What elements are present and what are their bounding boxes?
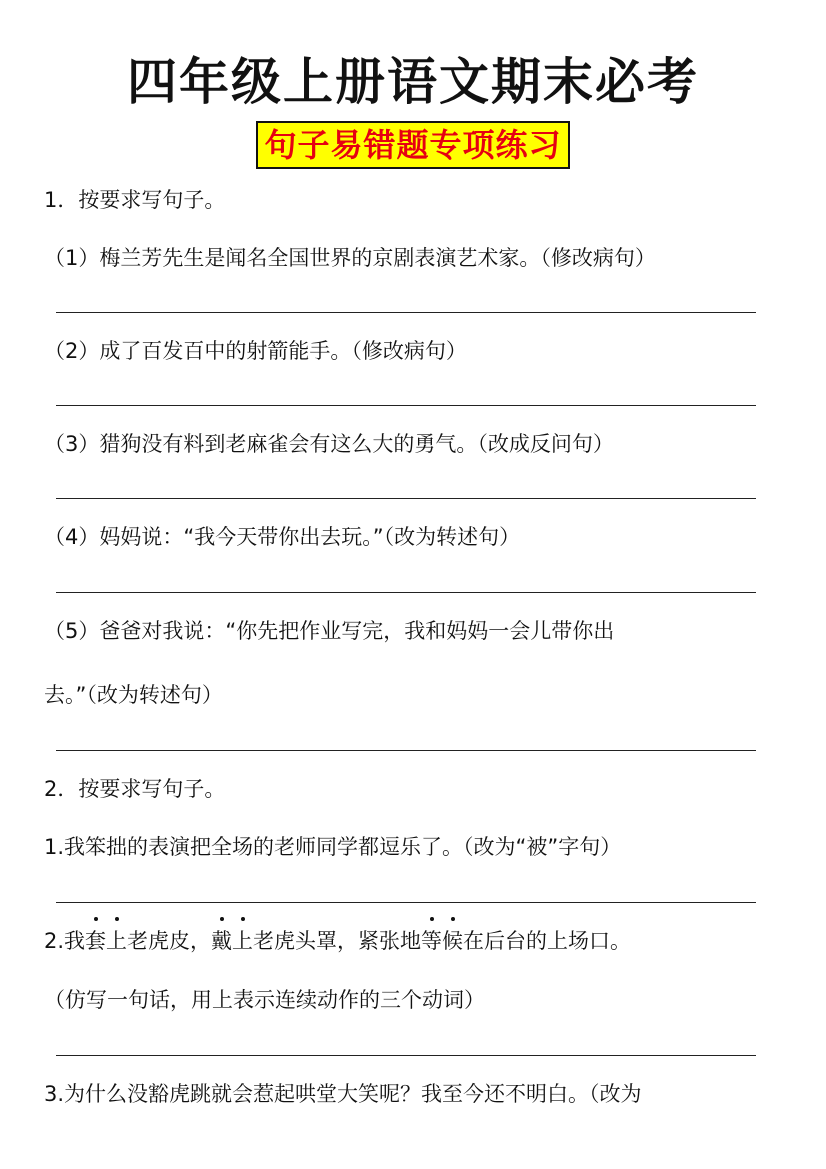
emphasis-verb-3 [421, 929, 463, 953]
question-2-2-part-2: 老虎头罩，紧张地 [253, 929, 422, 953]
emphasis-verb-1 [85, 929, 127, 953]
question-1-5-line-1: （5）爸爸对我说：“你先把作业写完，我和妈妈一会儿带你出 [44, 619, 615, 643]
answer-line-1-1[interactable] [56, 312, 756, 313]
question-2-2 [44, 925, 631, 957]
subtitle-banner [0, 121, 826, 169]
answer-line-2-2[interactable] [56, 1055, 756, 1056]
emphasis-char: 等 [421, 925, 442, 957]
question-2-3: 3.为什么没豁虎跳就会惹起哄堂大笑呢？我至今还不明白。（改为 [44, 1082, 642, 1106]
emphasis-char: 上 [106, 925, 127, 957]
emphasis-char: 套 [85, 925, 106, 957]
answer-line-2-1[interactable] [56, 902, 756, 903]
question-2-1: 1.我笨拙的表演把全场的老师同学都逗乐了。（改为“被”字句） [44, 835, 622, 859]
question-1-5-line-2: 去。”（改为转述句） [44, 683, 223, 707]
page-title: 四年级上册语文期末必考 [127, 53, 699, 111]
emphasis-verb-2 [211, 929, 253, 953]
section-2-heading: 2．按要求写句子。 [44, 777, 226, 801]
page-subtitle: 句子易错题专项练习 [256, 121, 569, 169]
answer-line-1-2[interactable] [56, 405, 756, 406]
question-2-2-part-1: 老虎皮， [127, 929, 212, 953]
question-2-2-suffix: 在后台的上场口。 [463, 929, 632, 953]
section-1-heading: 1．按要求写句子。 [44, 188, 226, 212]
emphasis-char: 上 [232, 925, 253, 957]
question-2-2-instruction: （仿写一句话，用上表示连续动作的三个动词） [44, 988, 485, 1012]
question-1-2: （2）成了百发百中的射箭能手。（修改病句） [44, 339, 467, 363]
answer-line-1-3[interactable] [56, 498, 756, 499]
emphasis-char: 戴 [211, 925, 232, 957]
emphasis-char: 候 [442, 925, 463, 957]
question-1-3: （3）猎狗没有料到老麻雀会有这么大的勇气。（改成反问句） [44, 432, 614, 456]
question-2-2-prefix: 2.我 [44, 929, 86, 953]
question-1-4: （4）妈妈说：“我今天带你出去玩。”（改为转述句） [44, 525, 521, 549]
answer-line-1-5[interactable] [56, 750, 756, 751]
question-1-1: （1）梅兰芳先生是闻名全国世界的京剧表演艺术家。（修改病句） [44, 246, 656, 270]
answer-line-1-4[interactable] [56, 592, 756, 593]
